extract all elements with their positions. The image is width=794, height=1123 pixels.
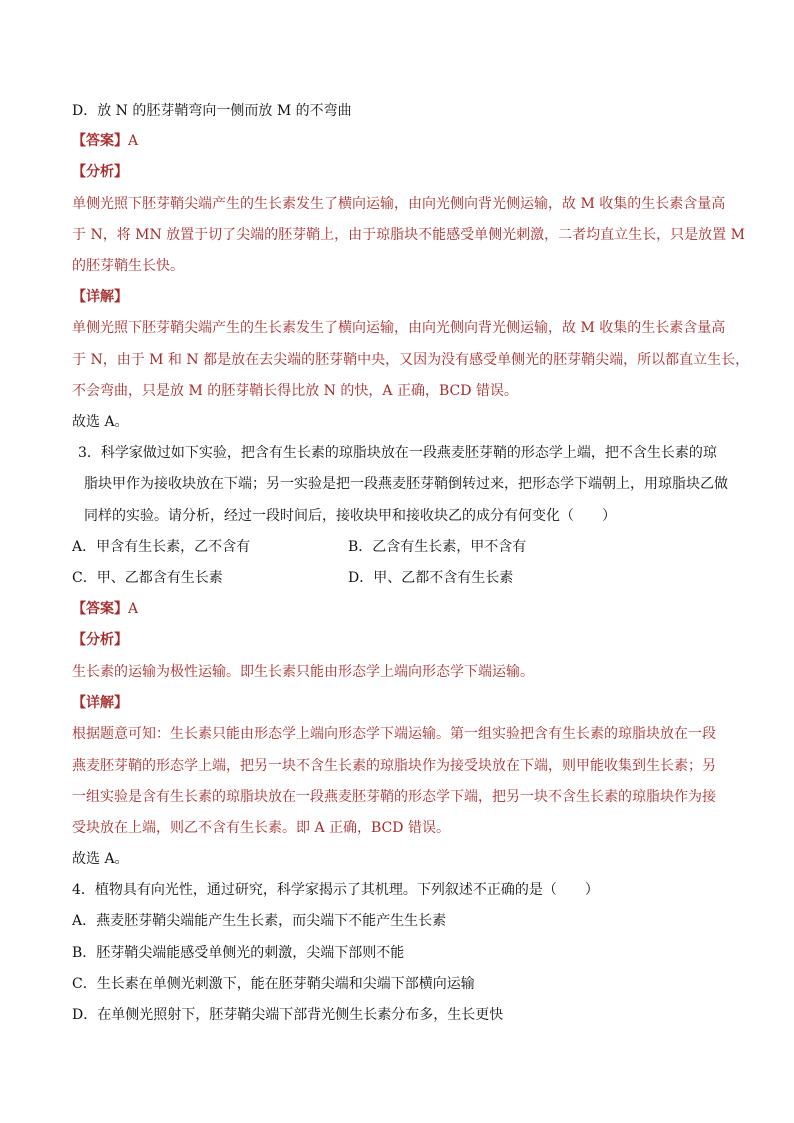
q3-option-d: D．甲、乙都不含有生长素	[348, 570, 514, 586]
answer-tag: 【答案】	[72, 133, 128, 149]
q3-option-c: C．甲、乙都含有生长素	[72, 570, 223, 586]
answer-value: A	[128, 601, 139, 617]
q3-detail-line: 根据题意可知：生长素只能由形态学上端向形态学下端运输。第一组实验把含有生长素的琼脂块放在一段	[72, 726, 716, 742]
q3-stem-line: 同样的实验。请分析，经过一段时间后，接收块甲和接收块乙的成分有何变化（ ）	[84, 508, 616, 524]
q3-stem-line: 脂块甲作为接收块放在下端；另一实验是把一段燕麦胚芽鞘倒转过来，把形态学下端朝上，用琼脂块乙做	[84, 476, 728, 492]
q2-detail-line: 单侧光照下胚芽鞘尖端产生的生长素发生了横向运输，由向光侧向背光侧运输，故 M 收集的生长素含量高	[72, 320, 726, 336]
q3-option-a: A．甲含有生长素，乙不含有	[72, 539, 251, 555]
q4-option-b: B．胚芽鞘尖端能感受单侧光的刺激，尖端下部则不能	[72, 945, 405, 961]
q3-conclusion: 故选 A。	[72, 851, 129, 867]
q4-stem: 4．植物具有向光性，通过研究，科学家揭示了其机理。下列叙述不正确的是（ ）	[72, 882, 599, 898]
q3-analysis-tag: 【分析】	[72, 632, 128, 648]
q3-detail-tag: 【详解】	[72, 695, 128, 711]
q2-detail-line: 不会弯曲，只是放 M 的胚芽鞘长得比放 N 的快，A 正确，BCD 错误。	[72, 383, 518, 399]
q2-answer	[72, 131, 138, 151]
q2-option-d: D．放 N 的胚芽鞘弯向一侧而放 M 的不弯曲	[72, 103, 352, 119]
q2-analysis-line: 单侧光照下胚芽鞘尖端产生的生长素发生了横向运输，由向光侧向背光侧运输，故 M 收集的生长素含量高	[72, 196, 726, 212]
q3-analysis-line: 生长素的运输为极性运输。即生长素只能由形态学上端向形态学下端运输。	[72, 664, 534, 680]
q3-stem-line: 3．科学家做过如下实验，把含有生长素的琼脂块放在一段燕麦胚芽鞘的形态学上端，把不含生长素的琼	[78, 445, 717, 461]
q2-analysis-tag: 【分析】	[72, 164, 128, 180]
q3-detail-line: 一组实验是含有生长素的琼脂块放在一段燕麦胚芽鞘的形态学下端，把另一块不含生长素的琼脂块作为接	[72, 789, 716, 805]
answer-tag: 【答案】	[72, 601, 128, 617]
q2-detail-line: 于 N，由于 M 和 N 都是放在去尖端的胚芽鞘中央，又因为没有感受单侧光的胚芽鞘尖端，所以都直立生长，	[72, 352, 750, 368]
q4-option-a: A．燕麦胚芽鞘尖端能产生生长素，而尖端下不能产生生长素	[72, 913, 447, 929]
q4-option-d: D．在单侧光照射下，胚芽鞘尖端下部背光侧生长素分布多，生长更快	[72, 1007, 504, 1023]
q3-option-b: B．乙含有生长素，甲不含有	[348, 539, 527, 555]
q4-option-c: C．生长素在单侧光刺激下，能在胚芽鞘尖端和尖端下部横向运输	[72, 976, 475, 992]
q3-detail-line: 受块放在上端，则乙不含有生长素。即 A 正确，BCD 错误。	[72, 820, 450, 836]
q3-detail-line: 燕麦胚芽鞘的形态学上端，把另一块不含生长素的琼脂块作为接受块放在下端，则甲能收集到生长素；另	[72, 758, 716, 774]
answer-value: A	[128, 133, 139, 149]
q2-analysis-line: 于 N，将 MN 放置于切了尖端的胚芽鞘上，由于琼脂块不能感受单侧光刺激，二者均直立生长，只是放置 M	[72, 227, 745, 243]
q2-detail-tag: 【详解】	[72, 289, 128, 305]
q2-conclusion: 故选 A。	[72, 414, 129, 430]
q2-analysis-line: 的胚芽鞘生长快。	[72, 258, 184, 274]
q3-answer	[72, 599, 138, 619]
